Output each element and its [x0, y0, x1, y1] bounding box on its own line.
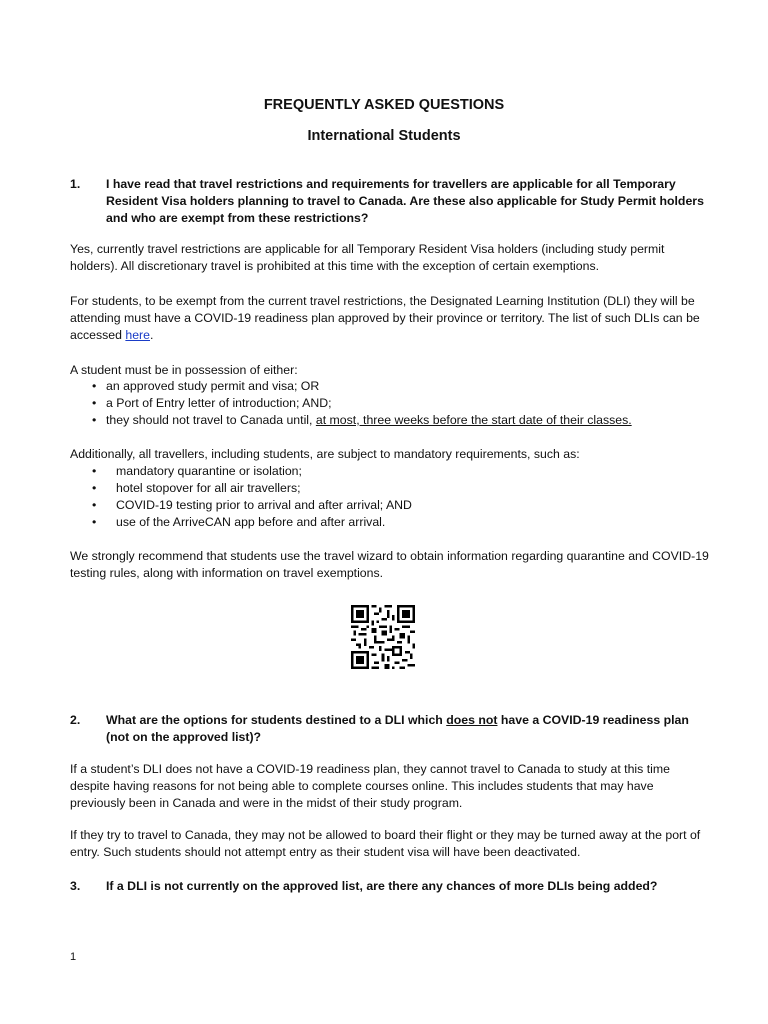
qr-code-icon[interactable]	[349, 605, 417, 669]
list-item	[70, 480, 710, 497]
bullet-icon: •	[92, 396, 97, 410]
recommend-paragraph: We strongly recommend that students use the travel wizard to obtain information regarding quarantine and COVID-19 testing rules, along with information on travel exemptions.	[70, 549, 709, 580]
list-item-text: use of the ArriveCAN app before and after arrival.	[116, 515, 386, 529]
list-item	[70, 378, 710, 395]
question-2-underlined: does not	[446, 713, 498, 727]
list-item-text: a Port of Entry letter of introduction; AND;	[106, 396, 332, 410]
list-item	[70, 463, 710, 480]
q1-answer-paragraph-2-text: For students, to be exempt from the current travel restrictions, the Designated Learning Institution (DLI) they will be attending must have a COVID-19 readiness plan approved by their province or territory. The list of such DLIs can be accessed	[70, 294, 700, 342]
question-3-text: If a DLI is not currently on the approved list, are there any chances of more DLIs being added?	[106, 879, 658, 893]
q1-answer-paragraph-2-end: .	[150, 328, 154, 342]
list-item-text: hotel stopover for all air travellers;	[116, 481, 301, 495]
page-title: FREQUENTLY ASKED QUESTIONS	[263, 97, 505, 113]
question-2	[70, 712, 710, 746]
possession-intro: A student must be in possession of either:	[70, 363, 298, 377]
list-item-text: an approved study permit and visa; OR	[106, 379, 320, 393]
question-2-suffix: have a COVID-19 readiness plan (not on the approved list)?	[106, 713, 689, 744]
list-item	[70, 412, 710, 429]
q1-answer-paragraph-1: Yes, currently travel restrictions are applicable for all Temporary Resident Visa holders (including study permit holders). All discretionary travel is prohibited at this time with the exception of certain exemptions.	[70, 242, 665, 273]
list-item-underlined-text: at most, three weeks before the start date of their classes.	[315, 413, 632, 427]
list-item	[70, 514, 710, 531]
list-item	[70, 497, 710, 514]
list-item	[70, 395, 710, 412]
list-item-text: COVID-19 testing prior to arrival and after arrival; AND	[116, 498, 412, 512]
page-subtitle: International Students	[307, 128, 461, 144]
bullet-icon: •	[92, 379, 97, 393]
question-2-number: 2.	[70, 713, 81, 727]
question-3	[70, 878, 710, 895]
bullet-icon: •	[92, 464, 97, 478]
dli-list-link[interactable]: here	[125, 328, 150, 342]
question-3-number: 3.	[70, 879, 81, 893]
q2-answer-paragraph-1: If a student’s DLI does not have a COVID-19 readiness plan, they cannot travel to Canada to study at this time despite having reasons for not being able to complete courses online. This includes students that may have previously been in Canada and were in the midst of their study program.	[70, 762, 670, 810]
mandatory-intro: Additionally, all travellers, including students, are subject to mandatory requirements, such as:	[70, 447, 580, 461]
q1-answer-paragraph-2	[70, 293, 710, 344]
list-item-text: mandatory quarantine or isolation;	[116, 464, 302, 478]
bullet-icon: •	[92, 481, 97, 495]
bullet-icon: •	[92, 498, 97, 512]
possession-list	[70, 378, 710, 429]
q2-answer-paragraph-2: If they try to travel to Canada, they may not be allowed to board their flight or they may be turned away at the port of entry. Such students should not attempt entry as their student visa will have been deactivated.	[70, 828, 701, 859]
question-1-text: I have read that travel restrictions and requirements for travellers are applicable for all Temporary Resident Visa holders planning to travel to Canada. Are these also applicable for Study Permit holders and who are exempt from these restrictions?	[106, 177, 704, 225]
page-number: 1	[70, 951, 77, 963]
list-item-text: they should not travel to Canada until,	[106, 413, 316, 427]
bullet-icon: •	[92, 515, 97, 529]
question-2-text	[106, 712, 710, 746]
question-1	[70, 176, 710, 227]
question-2-prefix: What are the options for students destined to a DLI which	[106, 713, 447, 727]
mandatory-list	[70, 463, 710, 531]
bullet-icon: •	[92, 413, 97, 427]
question-1-number: 1.	[70, 177, 81, 191]
